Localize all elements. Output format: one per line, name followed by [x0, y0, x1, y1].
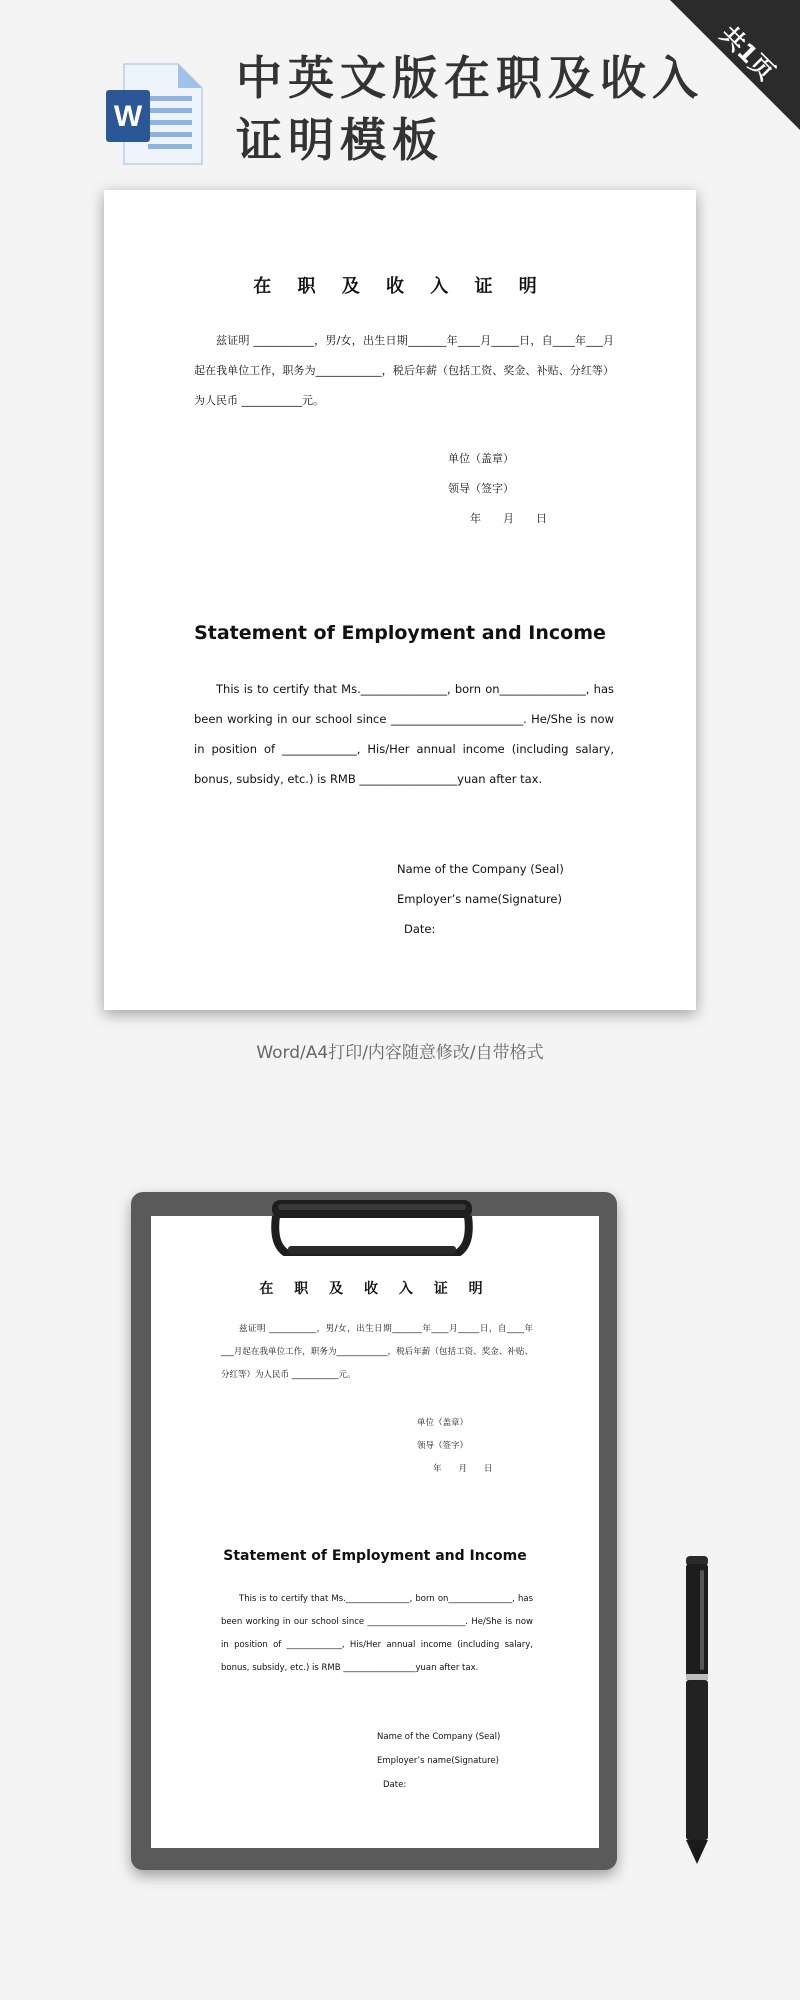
page-count-badge — [670, 0, 800, 130]
cn-body-text: 兹证明 ___________，男/女，出生日期_______年____月_____日，自____年___月起在我单位工作，职务为____________，税后年薪（包括工资、奖金、补贴、分红等）为人民币 ___________元。 — [194, 334, 614, 407]
en-certificate-title: Statement of Employment and Income — [223, 1548, 527, 1564]
en-certificate-title: Statement of Employment and Income — [194, 622, 606, 644]
page-count-text: 共1页 — [714, 20, 781, 87]
header — [0, 0, 800, 180]
pen-icon — [682, 1552, 712, 1868]
en-date-line: Date: — [383, 1780, 407, 1790]
cn-certificate-title: 在 职 及 收 入 证 明 — [253, 276, 547, 297]
en-date-line: Date: — [404, 922, 436, 936]
word-doc-icon — [104, 62, 204, 166]
page-title-line-2: 证明模板 — [236, 113, 444, 167]
cn-date-line: 年 月 日 — [433, 1464, 493, 1474]
cn-certificate-title: 在 职 及 收 入 证 明 — [259, 1281, 491, 1297]
en-body-text: This is to certify that Ms._______________, born on_______________, has been working in our school since _______________________. He/She is now in position of _____________, His/Her annual income (including salary, bonus, subsidy, etc.) is RMB _________________yuan after tax. — [221, 1594, 533, 1673]
en-body-text: This is to certify that Ms._______________, born on_______________, has been working in our school since _______________________. He/She is now in position of _____________, His/Her annual income (including salary, bonus, subsidy, etc.) is RMB _________________yuan after tax. — [194, 682, 614, 786]
en-employer-line: Employer’s name(Signature) — [397, 892, 562, 906]
en-employer-line: Employer’s name(Signature) — [377, 1756, 499, 1766]
cn-date-line: 年 月 日 — [470, 512, 547, 525]
cn-seal-line: 单位（盖章） — [417, 1418, 469, 1428]
page-title-line-1: 中英文版在职及收入 — [236, 51, 704, 105]
document-page-preview — [104, 190, 696, 1010]
cn-body-text: 兹证明 ___________，男/女，出生日期_______年____月_____日，自____年___月起在我单位工作，职务为____________，税后年薪（包括工资、奖金、补贴、分红等）为人民币 ___________元。 — [221, 1324, 533, 1380]
en-company-line: Name of the Company (Seal) — [397, 862, 564, 876]
en-company-line: Name of the Company (Seal) — [377, 1732, 501, 1742]
clipboard-document-preview — [151, 1216, 599, 1848]
binder-clip-icon — [268, 1196, 476, 1256]
format-caption: Word/A4打印/内容随意修改/自带格式 — [256, 1043, 544, 1063]
en-certificate-body — [194, 674, 614, 794]
cn-leader-line: 领导（签字） — [417, 1441, 469, 1451]
cn-leader-line: 领导（签字） — [448, 482, 514, 495]
cn-certificate-body — [221, 1318, 533, 1387]
cn-certificate-body — [194, 326, 614, 416]
en-certificate-body — [221, 1588, 533, 1680]
word-icon-letter: W — [113, 100, 143, 133]
cn-seal-line: 单位（盖章） — [448, 452, 514, 465]
